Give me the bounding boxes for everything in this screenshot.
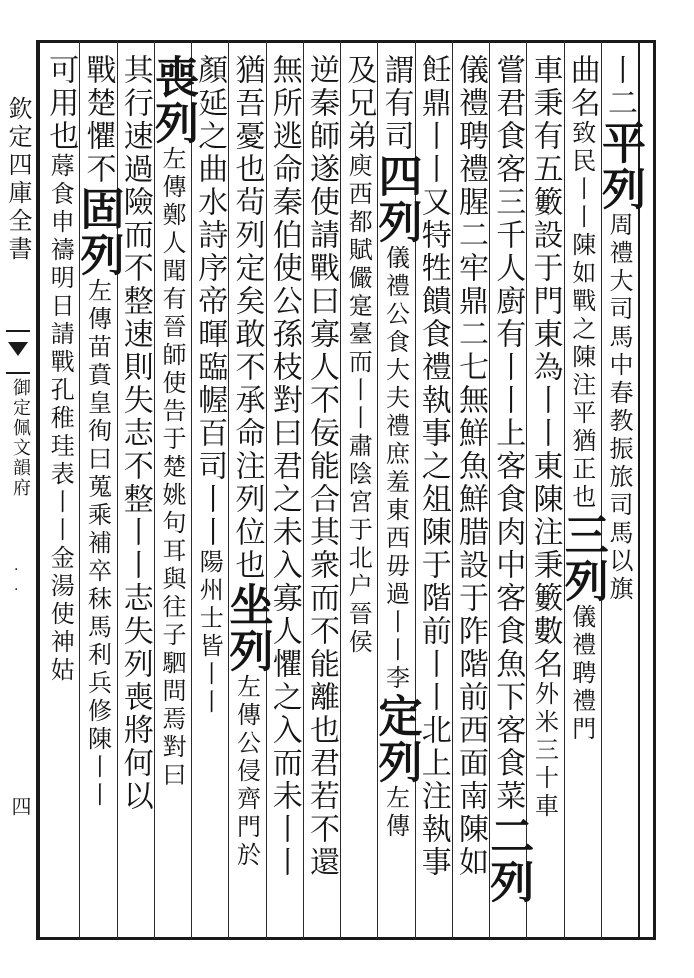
text-column xyxy=(192,54,227,934)
text-segment: 儀禮聘禮腥二牢鼎二七無鮮魚鮮腊設于阼階前西面南陳如 xyxy=(453,54,488,879)
text-segment: 顏延之曲水詩序帝暉臨幄百司丨丨 xyxy=(192,54,228,549)
text-column xyxy=(527,54,562,934)
text-column xyxy=(594,54,645,934)
text-segment: 左傳鄭人聞有晉師使告于楚姚句耳與往子駟問焉對曰 xyxy=(158,146,186,790)
page-margin xyxy=(0,40,36,940)
text-segment: 飪鼎丨丨又特牲饋食禮執事之俎陳于階前丨丨北上注執事 xyxy=(415,54,451,879)
page-number: 四 xyxy=(8,796,32,816)
text-column xyxy=(304,54,339,934)
text-segment: 無所逃命秦伯使公孫枝對曰君之未入寡人懼之入而未丨丨 xyxy=(266,54,302,879)
text-segment: 曲名 xyxy=(564,54,600,120)
text-segment: 其行速過險而不整速則失志不整丨丨志失列喪將何以 xyxy=(117,54,153,813)
text-column xyxy=(482,54,534,934)
text-segment: 左傳 xyxy=(381,785,410,841)
text-segment: 致民丨丨陳如戰之陳注平猶正也 xyxy=(567,120,596,512)
entry-heading: 二列 xyxy=(482,813,534,905)
entry-heading: 固列 xyxy=(72,186,124,278)
page-border-inner xyxy=(36,40,40,940)
text-column xyxy=(221,54,273,934)
text-segment: 左傳公侵齊門於 xyxy=(232,674,261,870)
text-segment: 陽州士皆丨丨 xyxy=(195,549,224,717)
text-column xyxy=(147,54,198,934)
text-segment: 及兄弟 xyxy=(341,54,377,153)
text-column xyxy=(341,54,376,934)
text-segment: 晉侯 xyxy=(344,601,373,657)
text-segment: 庾西都賦儼寔臺而丨丨肅陰宮于北户 xyxy=(344,153,373,601)
text-segment: 謂有司 xyxy=(378,54,414,153)
entry-heading: 定列 xyxy=(370,693,422,785)
entry-heading: 四列 xyxy=(370,153,422,245)
book-subtitle: 御定佩文韻府 xyxy=(10,378,31,498)
text-column xyxy=(72,54,124,934)
text-column xyxy=(267,54,302,934)
text-segment: 左傳苗賁皇徇曰蒐乘補卒秣馬利兵修陳丨丨 xyxy=(83,278,112,810)
text-column xyxy=(370,54,422,934)
entry-heading: 三列 xyxy=(556,512,608,604)
text-column xyxy=(556,54,608,934)
text-segment: 丨二 xyxy=(602,54,637,120)
text-segment: 蓐食申禱明日請戰孔稚珪表丨丨金湯使神姑 xyxy=(46,153,75,685)
text-segment: 戰楚懼不 xyxy=(80,54,116,186)
text-segment: 嘗君食客三千人廚有丨丨上客食肉中客食魚下客食菜 xyxy=(490,54,526,813)
entry-heading: 喪列 xyxy=(147,54,198,146)
margin-dots: · · xyxy=(14,562,19,598)
text-segment: 周禮大司馬中春教振旅司馬以旗 xyxy=(605,212,633,604)
text-segment: 猶吾憂也茍列定矣敢不承命注列位也 xyxy=(229,54,265,582)
text-segment: 可用也 xyxy=(43,54,79,153)
entry-heading: 平列 xyxy=(594,120,645,212)
entry-heading: 坐列 xyxy=(221,582,273,674)
book-title: 欽定四庫全書 xyxy=(4,96,32,264)
text-segment: 儀禮聘禮門 xyxy=(567,604,596,744)
text-segment: 逆秦師遂使請戰曰寡人不佞能合其衆而不能離也君若不還 xyxy=(304,54,339,879)
fish-tail-mark xyxy=(6,330,30,374)
text-segment: 外米三十車 xyxy=(530,681,559,821)
text-column xyxy=(453,54,488,934)
text-segment: 儀禮公食大夫禮庶羞東西毋過丨丨李 xyxy=(381,245,410,693)
text-column xyxy=(43,54,78,934)
text-segment: 車秉有五籔設于門東為丨丨東陳注秉籔數名 xyxy=(527,54,563,681)
